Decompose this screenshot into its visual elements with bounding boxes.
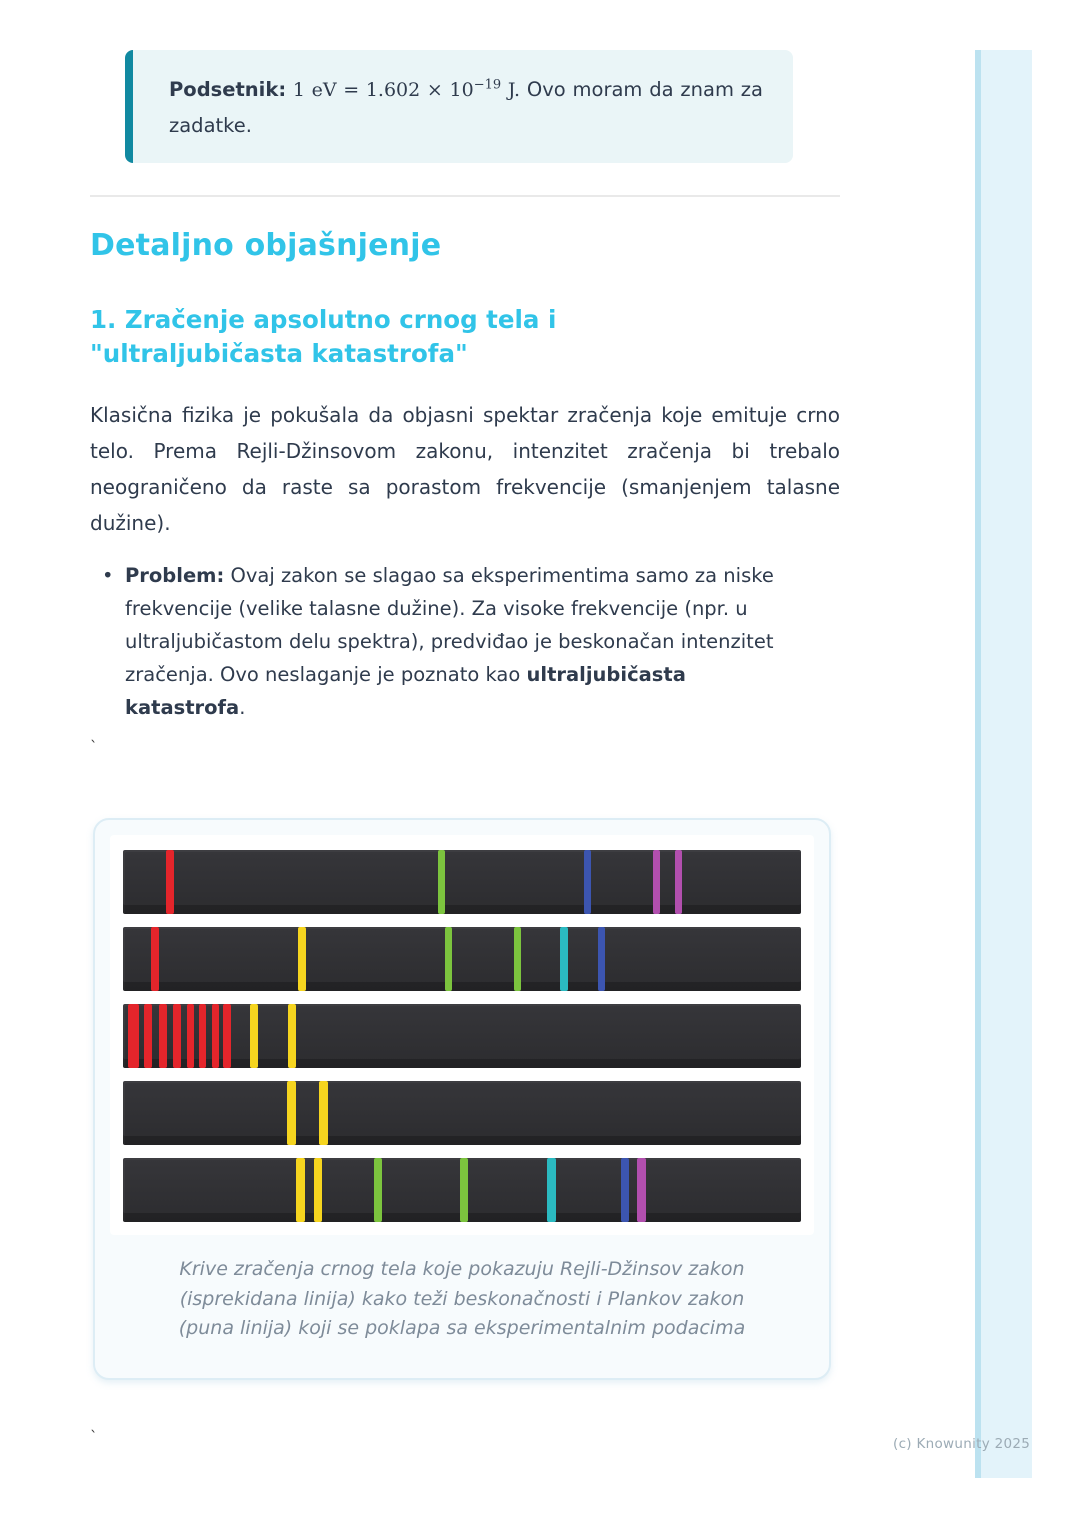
spectral-line-cyan — [560, 927, 568, 991]
document-content — [90, 0, 840, 1452]
spectral-line-magenta — [653, 850, 660, 914]
page-side-rail — [975, 50, 1032, 1478]
spectral-line-red — [128, 1004, 139, 1068]
spectral-line-green — [438, 850, 445, 914]
spectral-line-green — [460, 1158, 468, 1222]
subsection-heading: 1. Zračenje apsolutno crnog tela i "ultraljubičasta katastrofa" — [90, 305, 557, 368]
math-exponent: −19 — [473, 77, 502, 93]
spectral-line-red — [199, 1004, 206, 1068]
list-item — [102, 559, 802, 724]
spectral-line-yellow — [288, 1004, 296, 1068]
spectral-line-red — [151, 927, 159, 991]
emission-spectra-image — [110, 835, 814, 1235]
math-formula: 1 eV = $1.602 \times 10^{-19}$ J. — [286, 77, 521, 101]
reminder-callout — [125, 50, 793, 163]
spectral-line-red — [173, 1004, 181, 1068]
reminder-label: Podsetnik: — [169, 78, 287, 101]
bullet-marker: • — [102, 564, 114, 587]
bullet-bold-term: ultraljubičasta katastrofa — [125, 663, 686, 719]
body-paragraph: Klasična fizika je pokušala da objasni spektar zračenja koje emituje crno telo. Prema Rejli-Džinsovom zakonu, intenzitet zračenja bi trebalo neograničeno da raste sa porastom frekvencije (smanjenjem talasne dužine). — [90, 403, 840, 535]
stray-backtick-bottom: ` — [90, 1427, 98, 1446]
spectral-line-magenta — [675, 850, 682, 914]
spectrum-bar — [123, 1004, 801, 1068]
divider — [90, 195, 840, 197]
spectral-line-cyan — [547, 1158, 556, 1222]
spectral-line-yellow — [298, 927, 306, 991]
spectral-line-blue — [598, 927, 605, 991]
section-heading: Detaljno objašnjenje — [90, 228, 442, 263]
spectrum-bar — [123, 1158, 801, 1222]
stray-backtick-top: ` — [90, 738, 98, 756]
spectrum-bar — [123, 1081, 801, 1145]
bullet-text: Problem: Ovaj zakon se slagao sa eksperimentima samo za niske frekvencije (velike talasne dužine). Za visoke frekvencije (npr. u ultraljubičastom delu spektra), predviđao je beskonačan intenzitet zračenja. Ovo neslaganje je poznato kao ultraljubičasta katastrofa. — [125, 564, 774, 719]
spectrum-bar — [123, 850, 801, 914]
spectral-line-red — [223, 1004, 231, 1068]
figure-caption: Krive zračenja crnog tela koje pokazuju Rejli-Džinsov zakon (isprekidana linija) kako teži beskonačnosti i Plankov zakon (puna linija) koji se poklapa sa eksperimentalnim podacima — [178, 1258, 746, 1339]
figure-card — [93, 818, 831, 1380]
spectral-line-yellow — [314, 1158, 322, 1222]
spectral-line-yellow — [287, 1081, 296, 1145]
spectral-line-red — [144, 1004, 152, 1068]
spectral-line-yellow — [319, 1081, 328, 1145]
spectral-line-red — [212, 1004, 219, 1068]
spectral-line-red — [159, 1004, 167, 1068]
copyright-note: (c) Knowunity 2025 — [893, 1436, 1031, 1452]
bullet-bold-label: Problem: — [125, 564, 225, 587]
spectral-line-red — [187, 1004, 194, 1068]
reminder-text: Ovo moram da znam za zadatke. — [169, 78, 763, 137]
spectral-line-green — [374, 1158, 382, 1222]
spectral-line-green — [445, 927, 452, 991]
spectrum-bar — [123, 927, 801, 991]
spectral-line-yellow — [296, 1158, 305, 1222]
spectral-line-magenta — [637, 1158, 646, 1222]
spectral-line-blue — [584, 850, 591, 914]
spectral-line-yellow — [250, 1004, 258, 1068]
spectral-line-green — [514, 927, 521, 991]
spectral-line-blue — [621, 1158, 629, 1222]
spectral-line-red — [166, 850, 174, 914]
